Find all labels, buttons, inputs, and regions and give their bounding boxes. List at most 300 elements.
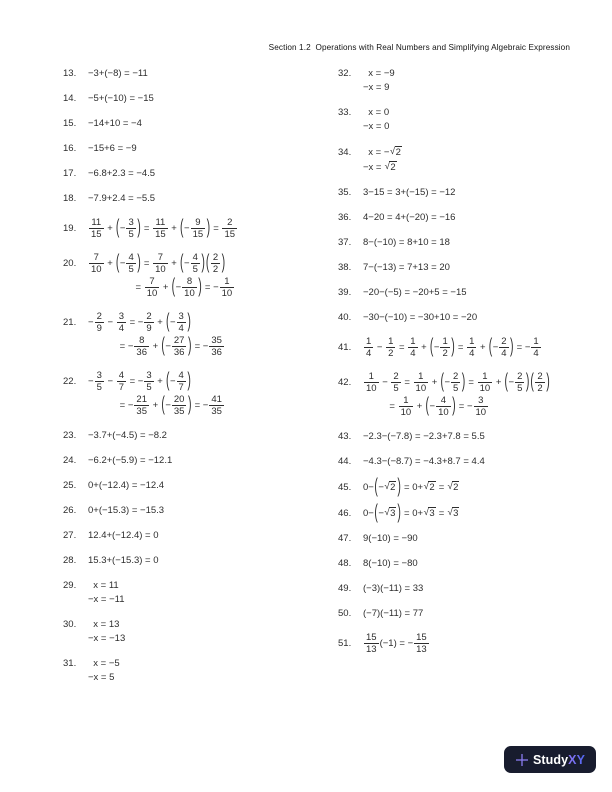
radical-sign: √	[423, 507, 429, 518]
math-line	[63, 555, 335, 566]
fraction-denominator: 9	[146, 323, 152, 334]
fraction	[474, 396, 489, 417]
math-text: −	[378, 507, 384, 519]
paren-open: (	[205, 250, 210, 275]
math-text: 4−20 = 4+(−20) = −16	[363, 212, 456, 223]
fraction-denominator: 4	[118, 323, 124, 334]
math-text: −	[184, 223, 190, 234]
fraction-denominator: 15	[155, 229, 166, 240]
fraction-denominator: 7	[178, 382, 184, 393]
problem-number: 26.	[63, 505, 77, 516]
fraction-denominator: 5	[393, 383, 399, 394]
problem-38	[338, 262, 610, 273]
fraction-denominator: 4	[501, 348, 507, 359]
problem-32	[338, 68, 610, 93]
fraction	[134, 395, 149, 416]
fraction-numerator: 7	[157, 252, 164, 263]
paren-open: (	[374, 500, 378, 524]
math-text: −	[444, 377, 450, 388]
problem-number: 29.	[63, 580, 77, 591]
fraction-numerator: 2	[212, 252, 219, 263]
fraction	[386, 337, 395, 358]
fraction	[89, 253, 104, 274]
problem-22	[63, 368, 335, 417]
radicand: 2	[453, 482, 459, 493]
math-line	[338, 262, 610, 273]
problem-33	[338, 107, 610, 132]
fraction	[144, 371, 153, 392]
math-text: 0−	[363, 507, 374, 519]
fraction	[177, 312, 186, 333]
paren-close: )	[187, 368, 191, 393]
problem-number: 43.	[338, 431, 352, 442]
paren-close: )	[198, 274, 202, 299]
page-header	[259, 34, 570, 61]
math-text: −5+(−10) = −15	[88, 93, 154, 104]
fraction-numerator: 1	[418, 371, 424, 382]
fraction-denominator: 36	[173, 347, 185, 358]
problem-36	[338, 212, 610, 223]
fraction	[153, 218, 168, 239]
fraction	[144, 312, 153, 333]
math-text: −	[374, 342, 386, 353]
fraction	[191, 218, 206, 239]
problems-column-right	[338, 68, 610, 668]
fraction-numerator: 2	[227, 217, 233, 228]
math-text: −x = 0	[363, 121, 390, 132]
math-text: −	[165, 341, 171, 352]
fraction-numerator: 7	[149, 276, 155, 287]
math-text: +	[160, 282, 172, 293]
problem-number: 14.	[63, 93, 77, 104]
radical-sign: √	[423, 481, 429, 492]
fraction-denominator: 9	[96, 323, 102, 334]
math-line	[63, 658, 335, 669]
problem-27	[63, 530, 335, 541]
fraction-denominator: 10	[91, 264, 102, 275]
fraction-denominator: 10	[184, 288, 195, 299]
math-text: x = 0	[363, 107, 390, 118]
math-text: −4.3−(−8.7) = −4.3+8.7 = 4.4	[363, 456, 485, 467]
math-text: +	[414, 401, 425, 412]
math-line	[338, 558, 610, 569]
fraction	[126, 218, 135, 239]
fraction-numerator: 15	[366, 632, 377, 643]
fraction-numerator: 1	[469, 336, 475, 347]
problem-number: 28.	[63, 555, 77, 566]
math-line-continued	[338, 393, 610, 418]
radical-sign: √	[389, 146, 396, 157]
problem-number: 50.	[338, 608, 352, 619]
math-text: =	[141, 258, 153, 269]
fraction-numerator: 3	[96, 370, 102, 381]
math-text: 8(−10) = −80	[363, 558, 418, 569]
fraction-denominator: 2	[537, 383, 543, 394]
fraction-numerator: 4	[178, 370, 184, 381]
fraction-numerator: 3	[146, 370, 152, 381]
fraction-numerator: 8	[139, 335, 145, 346]
problem-number: 45.	[338, 481, 352, 493]
problem-44	[338, 456, 610, 467]
problem-number: 13.	[63, 68, 77, 79]
problem-number: 34.	[338, 146, 352, 158]
problem-50	[338, 608, 610, 619]
math-line	[338, 68, 610, 79]
fraction	[535, 372, 544, 393]
fraction-denominator: 5	[128, 264, 134, 275]
math-line	[63, 250, 335, 275]
fraction-numerator: 4	[440, 395, 446, 406]
radical-sign: √	[384, 161, 390, 172]
fraction-numerator: 11	[155, 217, 166, 228]
radical-sign: √	[447, 481, 453, 492]
math-text: +	[150, 400, 161, 411]
paren-open: (	[504, 369, 509, 394]
math-text: =	[455, 342, 467, 353]
problem-number: 36.	[338, 212, 352, 223]
math-line	[63, 168, 335, 179]
math-text: =	[401, 377, 413, 388]
math-line	[63, 118, 335, 129]
fraction	[153, 253, 168, 274]
fraction-denominator: 5	[453, 383, 459, 394]
fraction-numerator: 1	[366, 336, 372, 347]
math-text: +	[104, 223, 116, 234]
math-text: 3−15 = 3+(−15) = −12	[363, 187, 456, 198]
fraction-numerator: 20	[173, 394, 185, 405]
radical-sign: √	[384, 507, 390, 518]
radical-sign: √	[447, 507, 453, 518]
logo-wordmark	[533, 753, 585, 767]
math-line	[338, 633, 610, 654]
paren-close: )	[206, 215, 211, 240]
paren-open: (	[115, 215, 120, 240]
fraction-denominator: 15	[224, 229, 236, 240]
math-text: 12.4+(−12.4) = 0	[88, 530, 159, 541]
math-text: −	[88, 317, 94, 328]
problem-number: 23.	[63, 430, 77, 441]
problem-number: 46.	[338, 507, 352, 519]
fraction-denominator: 13	[366, 644, 377, 655]
problem-21	[63, 309, 335, 358]
paren-open: (	[161, 333, 165, 358]
problem-number: 25.	[63, 480, 77, 491]
math-text: −6.2+(−5.9) = −12.1	[88, 455, 173, 466]
fraction	[89, 218, 104, 239]
math-text: = −	[202, 282, 219, 293]
radicand: 2	[390, 162, 396, 173]
math-line-continued	[338, 121, 610, 132]
paren-open: (	[165, 309, 170, 334]
problem-37	[338, 237, 610, 248]
problem-17	[63, 168, 335, 179]
math-text: +	[154, 317, 166, 328]
fraction-numerator: 41	[211, 394, 222, 405]
math-text: =	[436, 481, 447, 493]
problem-51	[338, 633, 610, 654]
math-text: =	[465, 377, 477, 388]
fraction-denominator: 10	[221, 288, 233, 299]
math-text: x = −	[363, 146, 390, 158]
math-line	[63, 368, 335, 393]
paren-close: )	[452, 393, 456, 418]
fraction-denominator: 36	[211, 347, 222, 358]
fraction	[211, 253, 220, 274]
logo-text-study: Study	[532, 752, 569, 767]
math-text: = −	[456, 401, 473, 412]
math-line	[338, 500, 610, 524]
problem-number: 33.	[338, 107, 352, 118]
paren-close: )	[397, 500, 401, 524]
logo-text-xy: XY	[568, 752, 586, 767]
math-text: −	[104, 317, 116, 328]
problem-31	[63, 658, 335, 683]
fraction	[220, 277, 235, 298]
problem-48	[338, 558, 610, 569]
problem-number: 24.	[63, 455, 77, 466]
paren-close: )	[546, 369, 550, 394]
fraction	[95, 312, 104, 333]
math-line-continued	[338, 161, 610, 173]
fraction-numerator: 1	[482, 371, 488, 382]
fraction-denominator: 13	[416, 644, 427, 655]
math-line	[63, 430, 335, 441]
math-text: =	[436, 507, 447, 519]
problem-number: 15.	[63, 118, 77, 129]
math-text: = −	[126, 317, 144, 328]
paren-open: (	[180, 250, 184, 275]
problem-number: 17.	[63, 168, 77, 179]
radicand: 2	[429, 482, 435, 493]
math-text: = 0+	[401, 481, 424, 493]
problem-number: 35.	[338, 187, 352, 198]
paren-close: )	[397, 474, 401, 498]
math-text: +	[418, 342, 430, 353]
math-text: −7.9+2.4 = −5.5	[88, 193, 156, 204]
problem-number: 47.	[338, 533, 352, 544]
problem-28	[63, 555, 335, 566]
problem-16	[63, 143, 335, 154]
paren-close: )	[187, 333, 192, 358]
fraction-numerator: 11	[91, 217, 102, 228]
square-root	[384, 481, 396, 493]
fraction-denominator: 10	[479, 383, 491, 394]
math-text: −3+(−8) = −11	[88, 68, 148, 79]
math-text: −2.3−(−7.8) = −2.3+7.8 = 5.5	[363, 431, 485, 442]
paren-open: (	[165, 368, 170, 393]
math-text: −	[88, 376, 94, 387]
paren-close: )	[187, 309, 191, 334]
square-root	[384, 507, 396, 519]
fraction-numerator: 4	[128, 252, 134, 263]
fraction	[209, 336, 224, 357]
fraction	[408, 337, 417, 358]
problem-number: 20.	[63, 258, 77, 269]
math-text: +	[150, 341, 161, 352]
fraction-denominator: 5	[192, 264, 198, 275]
math-line	[63, 143, 335, 154]
header-title: Section 1.2 Operations with Real Numbers and Simplifying Algebraic Expression	[268, 43, 570, 52]
problem-29	[63, 580, 335, 605]
math-line	[338, 187, 610, 198]
fraction-denominator: 35	[136, 406, 147, 417]
math-text: 7−(−13) = 7+13 = 20	[363, 262, 450, 273]
studyxy-logo	[504, 746, 596, 773]
math-text: −	[175, 282, 182, 293]
paren-open: (	[161, 392, 165, 417]
math-text: x = 11	[88, 580, 119, 591]
radicand: 3	[429, 508, 435, 519]
fraction	[209, 395, 224, 416]
math-text: =	[210, 223, 222, 234]
problem-35	[338, 187, 610, 198]
math-text: (−1) = −	[379, 638, 414, 649]
math-text: −x = 9	[363, 82, 390, 93]
paren-close: )	[137, 215, 141, 240]
math-line-continued	[63, 633, 335, 644]
fraction-numerator: 1	[410, 336, 416, 347]
math-line-continued	[63, 594, 335, 605]
fraction	[364, 337, 373, 358]
math-text: x = −9	[363, 68, 395, 79]
fraction-denominator: 5	[517, 383, 523, 394]
math-line	[63, 455, 335, 466]
problem-number: 48.	[338, 558, 352, 569]
fraction-numerator: 3	[478, 395, 484, 406]
paren-close: )	[137, 250, 141, 275]
paren-open: (	[171, 274, 176, 299]
fraction	[117, 371, 126, 392]
math-line-continued	[63, 672, 335, 683]
math-text: +	[429, 377, 440, 388]
fraction	[191, 253, 200, 274]
problem-number: 19.	[63, 223, 77, 234]
fraction-denominator: 35	[173, 406, 185, 417]
fraction	[172, 336, 187, 357]
fraction-numerator: 3	[178, 311, 184, 322]
fraction	[515, 372, 524, 393]
fraction-numerator: 1	[403, 395, 409, 406]
math-text: −	[492, 342, 499, 353]
math-line	[338, 334, 610, 359]
problem-40	[338, 312, 610, 323]
math-line	[63, 215, 335, 240]
fraction-numerator: 7	[93, 252, 99, 263]
math-text: =	[88, 282, 144, 293]
math-line	[338, 287, 610, 298]
math-text: = −	[191, 341, 209, 352]
fraction	[364, 372, 379, 393]
problem-number: 27.	[63, 530, 77, 541]
problem-14	[63, 93, 335, 104]
paren-open: (	[425, 393, 429, 418]
math-text: 0+(−15.3) = −15.3	[88, 505, 165, 516]
fraction-numerator: 2	[453, 371, 459, 382]
problem-25	[63, 480, 335, 491]
fraction-denominator: 7	[118, 382, 124, 393]
math-text: x = 13	[88, 619, 120, 630]
paren-close: )	[461, 369, 466, 394]
paren-open: (	[429, 334, 434, 359]
math-line	[63, 530, 335, 541]
problem-15	[63, 118, 335, 129]
problems-column-left	[63, 68, 335, 697]
paren-close: )	[221, 250, 226, 275]
radicand: 2	[395, 147, 401, 158]
fraction-numerator: 2	[517, 371, 523, 382]
math-text: 15.3+(−15.3) = 0	[88, 555, 159, 566]
fraction	[117, 312, 126, 333]
problem-46	[338, 500, 610, 524]
math-text: −14+10 = −4	[88, 118, 142, 129]
fraction-denominator: 2	[388, 348, 394, 359]
math-text: =	[363, 401, 398, 412]
math-line-continued	[338, 82, 610, 93]
problem-number: 42.	[338, 377, 352, 388]
math-text: −	[169, 376, 176, 387]
math-text: +	[168, 223, 180, 234]
paren-open: (	[488, 334, 493, 359]
problem-number: 38.	[338, 262, 352, 273]
problem-number: 21.	[63, 317, 77, 328]
math-text: 0−	[363, 481, 374, 493]
problem-23	[63, 430, 335, 441]
fraction	[414, 633, 429, 654]
math-text: +	[493, 377, 505, 388]
problem-45	[338, 474, 610, 498]
problem-number: 22.	[63, 376, 77, 387]
fraction-denominator: 4	[366, 348, 372, 359]
fraction-numerator: 1	[224, 276, 230, 287]
plus-icon	[515, 753, 529, 767]
math-line-continued	[63, 333, 335, 358]
problem-number: 44.	[338, 456, 352, 467]
math-text: −15+6 = −9	[88, 143, 137, 154]
fraction-denominator: 10	[415, 383, 427, 394]
math-text: −	[433, 342, 440, 353]
math-line	[63, 193, 335, 204]
problem-19	[63, 215, 335, 240]
math-text: =	[141, 223, 153, 234]
fraction	[364, 633, 379, 654]
math-text: (−3)(−11) = 33	[363, 583, 424, 594]
math-line	[338, 608, 610, 619]
fraction	[436, 396, 451, 417]
fraction-denominator: 15	[91, 229, 102, 240]
math-text: = −	[191, 400, 209, 411]
math-line	[338, 237, 610, 248]
fraction	[451, 372, 460, 393]
radical-sign: √	[384, 481, 390, 492]
math-text: −	[508, 377, 515, 388]
math-text: −	[429, 401, 436, 412]
math-line	[63, 309, 335, 334]
math-text: +	[154, 376, 166, 387]
math-text: −	[378, 481, 384, 493]
problem-47	[338, 533, 610, 544]
paren-close: )	[187, 392, 192, 417]
math-text: +	[104, 258, 116, 269]
math-line	[338, 456, 610, 467]
fraction	[126, 253, 135, 274]
problem-18	[63, 193, 335, 204]
paren-close: )	[451, 334, 455, 359]
math-text: = −	[88, 341, 134, 352]
fraction-denominator: 4	[410, 348, 416, 359]
fraction-numerator: 35	[211, 335, 222, 346]
fraction-denominator: 2	[442, 348, 448, 359]
fraction	[172, 395, 187, 416]
